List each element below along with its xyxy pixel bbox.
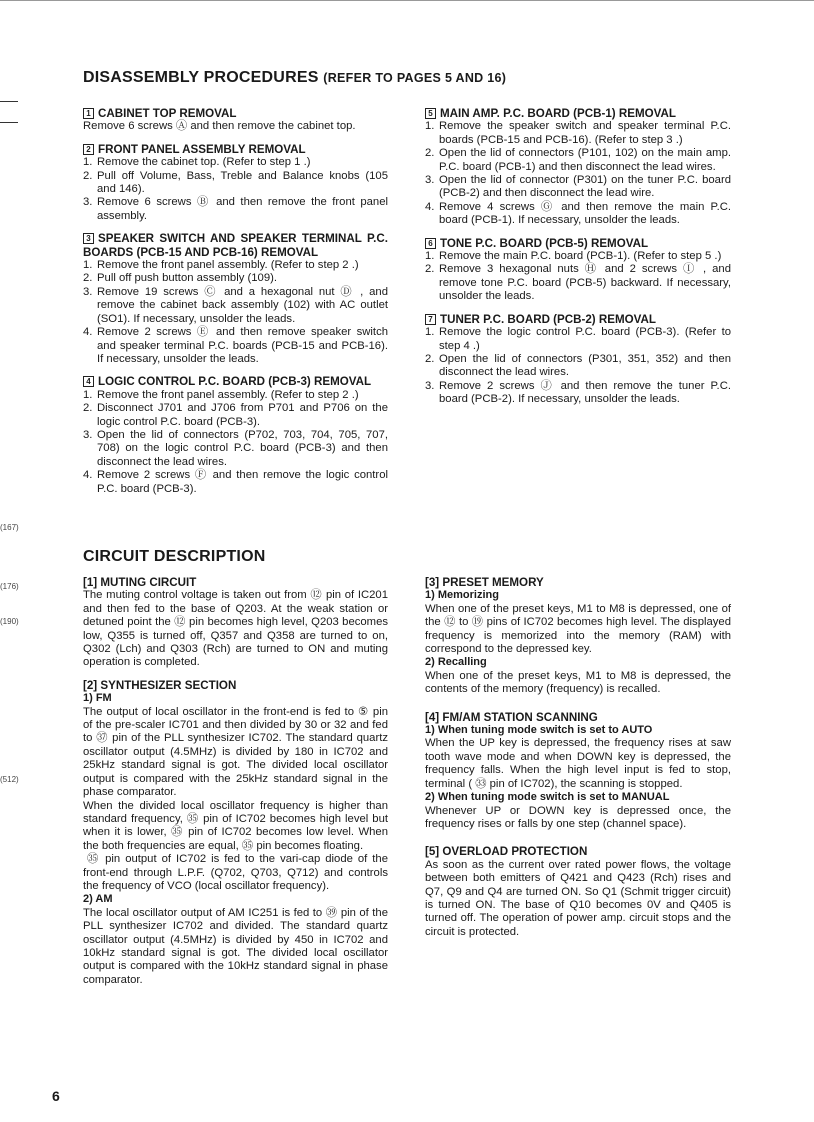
step-item: 1. Remove the speaker switch and speaker terminal P.C. boards (PCB-15 and PCB-16). (Refer to step 3 .) <box>425 120 731 146</box>
section-heading: 6 TONE P.C. BOARD (PCB-5) REMOVAL <box>425 237 731 250</box>
margin-callout: (190) <box>0 617 19 626</box>
circuit-description-title: CIRCUIT DESCRIPTION <box>83 548 266 565</box>
margin-rule-top <box>0 101 18 102</box>
page-title-text: DISASSEMBLY PROCEDURES <box>83 69 319 86</box>
circuit-text: The local oscillator output of AM IC251 is fed to ㊴ pin of the PLL synthesizer IC702 and divided. The standard quartz oscillator output (4.5MHz) is divided by 450 in IC702 and 10kHz standard signal is got. The divided local oscillator output is compared with the 10kHz standard signal in phase comparator. <box>83 906 388 986</box>
circuit-subheading: 1) FM <box>83 692 112 705</box>
step-item: 1. Remove the front panel assembly. (Refer to step 2 .) <box>83 388 359 401</box>
step-item: 1. Remove the cabinet top. (Refer to step 1 .) <box>83 156 311 169</box>
circuit-subheading: 1) Memorizing <box>425 589 499 602</box>
step-list <box>425 120 731 227</box>
step-list <box>83 156 388 223</box>
step-list <box>83 259 388 366</box>
margin-rule-bottom <box>0 122 18 123</box>
section-heading: 3 SPEAKER SWITCH AND SPEAKER TERMINAL P.C. BOARDS (PCB-15 AND PCB-16) REMOVAL <box>83 232 388 259</box>
circuit-text: When one of the preset keys, M1 to M8 is depressed, one of the ⑫ to ⑲ pins of IC702 becomes high level. The displayed frequency is memorized into the memory (RAM) with correspond to the depressed key. <box>425 602 731 656</box>
step-item: 3. Remove 6 screws Ⓑ and then remove the front panel assembly. <box>83 196 388 222</box>
circuit-subheading: 2) Recalling <box>425 656 487 669</box>
circuit-heading: [1] MUTING CIRCUIT <box>83 576 197 589</box>
page-title <box>83 69 506 87</box>
section-heading: 7 TUNER P.C. BOARD (PCB-2) REMOVAL <box>425 313 731 326</box>
step-item: 4. Remove 4 screws Ⓖ and then remove the main P.C. board (PCB-1). If necessary, unsolder the leads. <box>425 200 731 227</box>
step-item: 3. Open the lid of connectors (P702, 703, 704, 705, 707, 708) on the logic control P.C. board (PCB-3) and then disconnect the lead wires. <box>83 428 388 468</box>
step-list <box>425 250 731 304</box>
step-item: 1. Remove the logic control P.C. board (PCB-3). (Refer to step 4 .) <box>425 326 731 352</box>
step-item: 2. Pull off push button assembly (109). <box>83 272 278 285</box>
circuit-heading: [3] PRESET MEMORY <box>425 576 544 589</box>
section-heading: 1 CABINET TOP REMOVAL <box>83 107 388 120</box>
step-item: 1. Remove the front panel assembly. (Refer to step 2 .) <box>83 259 359 272</box>
circuit-left-column <box>83 576 388 987</box>
margin-callout: (512) <box>0 775 19 784</box>
circuit-heading: [4] FM/AM STATION SCANNING <box>425 710 598 724</box>
step-list <box>83 389 388 496</box>
step-item: 4. Remove 2 screws Ⓔ and then remove speaker switch and speaker terminal P.C. boards (PCB-15 and PCB-16). If necessary, unsolder the leads. <box>83 326 388 365</box>
step-item: 3. Remove 19 screws Ⓒ and a hexagonal nut Ⓓ , and remove the cabinet back assembly (102) with AC outlet (SO1). If necessary, unsolder the leads. <box>83 285 388 325</box>
margin-callout: (167) <box>0 523 19 532</box>
step-item: 2. Pull off Volume, Bass, Treble and Balance knobs (105 and 146). <box>83 169 388 196</box>
section-heading: 2 FRONT PANEL ASSEMBLY REMOVAL <box>83 143 388 156</box>
step-item: 3. Open the lid of connector (P301) on the tuner P.C. board (PCB-2) and then disconnect the lead wire. <box>425 174 731 200</box>
step-item: 2. Open the lid of connectors (P301, 351, 352) and then disconnect the lead wires. <box>425 352 731 379</box>
page-title-reference: (REFER TO PAGES 5 AND 16) <box>323 71 507 85</box>
circuit-heading: [2] SYNTHESIZER SECTION <box>83 678 237 692</box>
circuit-heading: [5] OVERLOAD PROTECTION <box>425 845 588 859</box>
circuit-subheading: 2) AM <box>83 893 113 906</box>
circuit-text: When one of the preset keys, M1 to M8 is depressed, the contents of the memory (frequency) is recalled. <box>425 669 731 696</box>
step-item: 4. Remove 2 screws Ⓕ and then remove the logic control P.C. board (PCB-3). <box>83 469 388 495</box>
circuit-subheading: 1) When tuning mode switch is set to AUTO <box>425 724 653 737</box>
step-list <box>425 326 731 406</box>
top-rule <box>0 0 814 1</box>
circuit-subheading: 2) When tuning mode switch is set to MANUAL <box>425 791 670 804</box>
section-heading: 5 MAIN AMP. P.C. BOARD (PCB-1) REMOVAL <box>425 107 731 120</box>
step-item: 2. Remove 3 hexagonal nuts Ⓗ and 2 screws Ⓘ , and remove tone P.C. board (PCB-5) backward. If necessary, unsolder the leads. <box>425 263 731 303</box>
section-text: Remove 6 screws Ⓐ and then remove the cabinet top. <box>83 120 356 133</box>
circuit-text: Whenever UP or DOWN key is depressed once, the frequency rises or falls by one step (channel space). <box>425 804 731 830</box>
step-item: 3. Remove 2 screws Ⓙ and then remove the tuner P.C. board (PCB-2). If necessary, unsolder the leads. <box>425 379 731 406</box>
step-item: 2. Open the lid of connectors (P101, 102) on the main amp. P.C. board (PCB-1) and then disconnect the lead wires. <box>425 147 731 173</box>
circuit-text: The muting control voltage is taken out from ⑫ pin of IC201 and then fed to the base of Q203. At the weak station or detuned point the ⑫ pin becomes high level, Q203 becomes low, Q355 is turned off, Q357 and Q358 are turned to on, Q302 (Lch) and Q303 (Rch) are turned to ON and muting operation is completed. <box>83 589 388 669</box>
disassembly-left-column <box>83 107 388 496</box>
disassembly-right-column <box>425 107 731 407</box>
circuit-text: When the divided local oscillator frequency is higher than standard frequency, ㉟ pin of IC702 becomes high level but when it is lower, ㉟ pin of IC702 becomes low level. When the both frequencies are equal, ㉟ pin becomes floating. <box>83 799 388 852</box>
page-number: 6 <box>52 1088 60 1104</box>
circuit-text: The output of local oscillator in the front-end is fed to ⑤ pin of the pre-scaler IC701 and then divided by 30 or 32 and fed to ㊲ pin of the PLL synthesizer IC702. The standard quartz oscillator output (4.5MHz) is divided by 180 in IC702 and 25kHz standard signal is got. The divided local oscillator output is compared with the 25kHz standard signal in the phase comparator. <box>83 705 388 799</box>
circuit-right-column <box>425 576 731 939</box>
step-item: 1. Remove the main P.C. board (PCB-1). (Refer to step 5 .) <box>425 250 722 263</box>
circuit-text: ㉟ pin output of IC702 is fed to the vari-cap diode of the front-end through L.P.F. (Q702, Q703, Q712) and controls the frequency of VCO (local oscillator frequency). <box>83 853 388 892</box>
section-heading: 4 LOGIC CONTROL P.C. BOARD (PCB-3) REMOVAL <box>83 375 388 388</box>
step-item: 2. Disconnect J701 and J706 from P701 and P706 on the logic control P.C. board (PCB-3). <box>83 402 388 428</box>
circuit-text: When the UP key is depressed, the frequency rises at saw tooth wave mode and when DOWN key is depressed, the frequency falls. When the high level input is fed to stop, terminal ( ㉝ pin of IC702), the scanning is stopped. <box>425 737 731 790</box>
circuit-text: As soon as the current over rated power flows, the voltage between both emitters of Q421 and Q423 (Rch) rises and Q7, Q9 and Q4 are turned ON. So Q1 (Schmit trigger circuit) is turned ON. The base of Q10 becomes 0V and Q405 is turned off. The operation of power amp. circuit stops and the circuit is protected. <box>425 858 731 938</box>
margin-callout: (176) <box>0 582 19 591</box>
